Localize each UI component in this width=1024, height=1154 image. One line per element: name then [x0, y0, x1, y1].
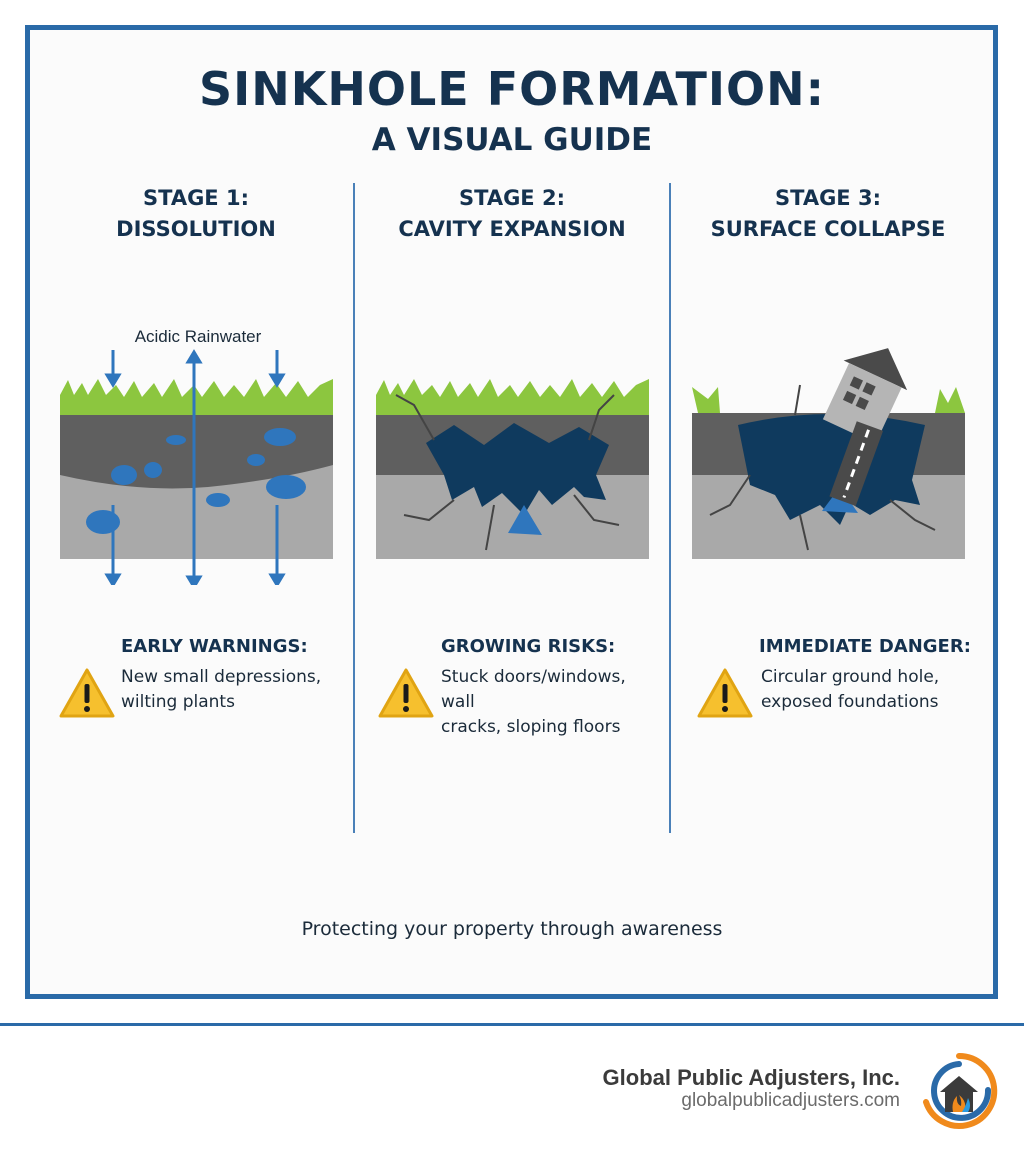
stage-1-number: STAGE 1:: [143, 186, 249, 210]
stage-1-warning-line-1: New small depressions,: [121, 667, 322, 687]
column-divider-2: [669, 183, 671, 833]
stage-2-warning-text: [441, 665, 656, 740]
company-name: Global Public Adjusters, Inc.: [602, 1065, 900, 1090]
stage-2-heading: [362, 183, 662, 245]
grass-left: [692, 387, 720, 413]
page-title: SINKHOLE FORMATION:: [199, 62, 825, 116]
warning-triangle-icon: [696, 667, 754, 719]
column-divider-1: [353, 183, 355, 833]
company-website: globalpublicadjusters.com: [681, 1090, 900, 1111]
page-subtitle: A VISUAL GUIDE: [371, 122, 653, 158]
stage-2-warning-line-2: cracks, sloping floors: [441, 717, 621, 737]
stage-2-warning-line-1: Stuck doors/windows, wall: [441, 667, 626, 712]
stage-3-warning-text: [761, 665, 976, 715]
stage-3-warning-line-2: exposed foundations: [761, 692, 939, 712]
stage-1-title: DISSOLUTION: [116, 217, 276, 241]
stage-3-heading: [678, 183, 978, 245]
footer-divider: [0, 1023, 1024, 1026]
stage-3-collapse-illustration: [690, 315, 965, 585]
stage-1-warning-line-2: wilting plants: [121, 692, 235, 712]
stage-3-warning-title: IMMEDIATE DANGER:: [759, 636, 971, 657]
stage-1-warning-title: EARLY WARNINGS:: [121, 636, 308, 657]
stage-1-warning-text: [121, 665, 336, 715]
stage-2-warning-title: GROWING RISKS:: [441, 636, 616, 657]
grass-layer: [60, 379, 333, 415]
acidic-rainwater-label: Acidic Rainwater: [134, 327, 262, 346]
stage-3-title: SURFACE COLLAPSE: [710, 217, 946, 241]
warning-triangle-icon: [58, 667, 116, 719]
stage-1-dissolution-illustration: [58, 315, 333, 585]
stage-3-number: STAGE 3:: [775, 186, 881, 210]
grass-right: [935, 387, 965, 413]
stage-2-number: STAGE 2:: [459, 186, 565, 210]
stage-2-cavity-illustration: [374, 315, 649, 585]
stage-1-heading: [46, 183, 346, 245]
house-swirl-logo-icon: [918, 1050, 1000, 1132]
stage-2-title: CAVITY EXPANSION: [398, 217, 626, 241]
warning-triangle-icon: [377, 667, 435, 719]
awareness-tagline: Protecting your property through awareness: [301, 918, 723, 940]
stage-3-warning-line-1: Circular ground hole,: [761, 667, 940, 687]
